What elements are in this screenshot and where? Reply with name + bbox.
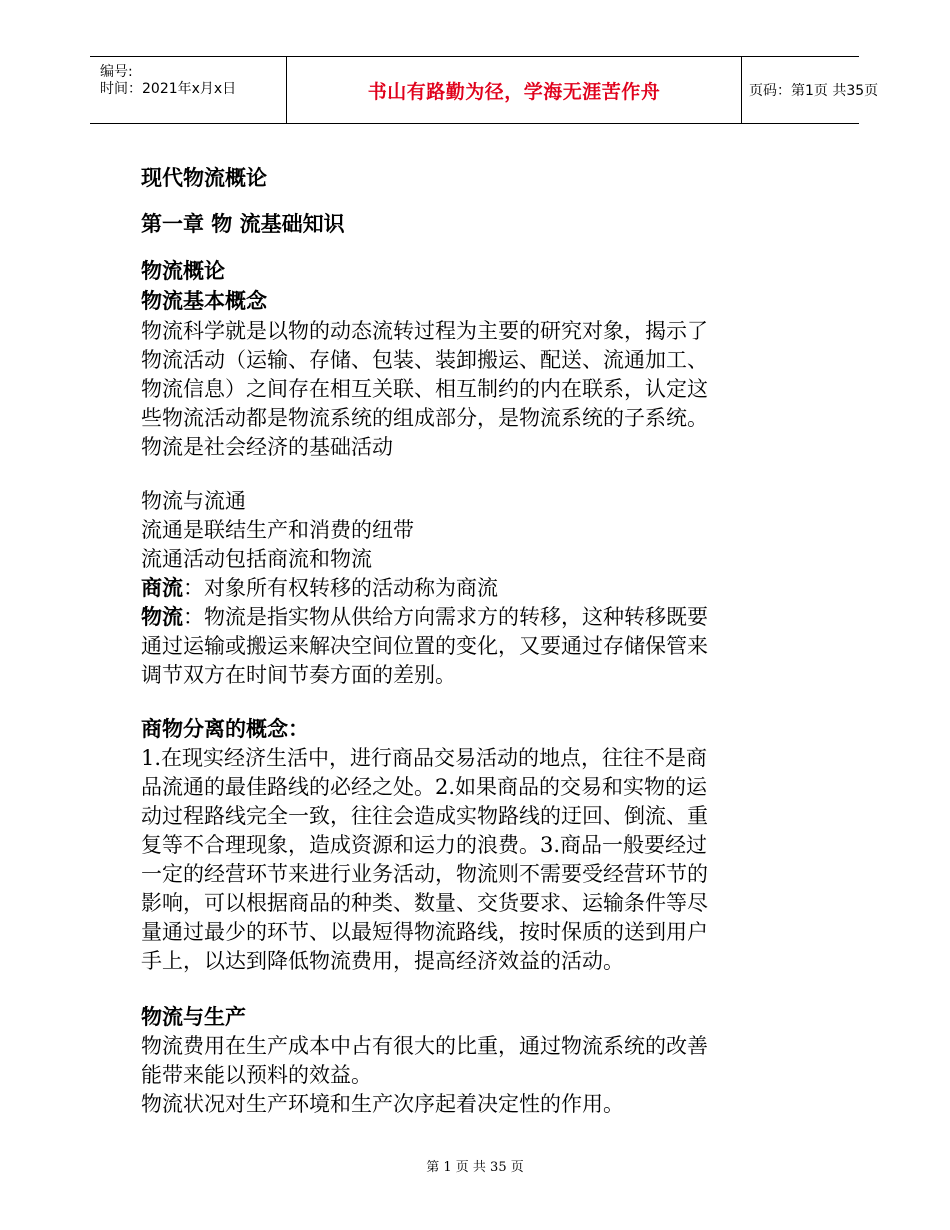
paragraph-line: 动过程路线完全一致，往往会造成实物路线的迂回、倒流、重	[141, 804, 708, 828]
paragraph-line: 通过运输或搬运来解决空间位置的变化，又要通过存储保管来	[141, 634, 708, 658]
definition-text: ：对象所有权转移的活动称为商流	[183, 576, 498, 600]
time-label: 时间：2021年x月x日	[100, 81, 237, 97]
paragraph-line: 能带来能以预料的效益。	[141, 1063, 372, 1087]
header-page-cell	[741, 57, 879, 123]
paragraph-line: 1.在现实经济生活中，进行商品交易活动的地点，往往不是商	[141, 746, 708, 770]
paragraph-line: 一定的经营环节来进行业务活动，物流则不需要受经营环节的	[141, 862, 708, 886]
header-left-cell	[90, 57, 286, 123]
number-label: 编号:	[100, 64, 133, 80]
paragraph-line: 复等不合理现象，造成资源和运力的浪费。3.商品一般要经过	[141, 833, 708, 857]
section-heading: 物流与生产	[141, 1004, 246, 1029]
chapter-heading: 第一章 物 流基础知识	[141, 211, 345, 236]
definition-line	[141, 574, 498, 602]
paragraph-line: 影响，可以根据商品的种类、数量、交货要求、运输条件等尽	[141, 891, 708, 915]
section-heading: 物流概论	[141, 258, 225, 283]
paragraph-line: 品流通的最佳路线的必经之处。2.如果商品的交易和实物的运	[141, 775, 708, 799]
paragraph-line: 物流是社会经济的基础活动	[141, 435, 393, 459]
section-heading: 物流基本概念	[141, 288, 267, 313]
motto: 书山有路勤为径，学海无涯苦作舟	[367, 80, 661, 103]
definition-term: 商流	[141, 575, 183, 600]
paragraph-line: 调节双方在时间节奏方面的差别。	[141, 663, 456, 687]
paragraph-line: 流通是联结生产和消费的纽带	[141, 518, 414, 542]
page-footer: 第 1 页 共 35 页	[426, 1160, 524, 1175]
page-code: 页码：第1页 共35页	[749, 83, 879, 99]
paragraph-line: 物流活动（运输、存储、包装、装卸搬运、配送、流通加工、	[141, 348, 708, 372]
paragraph-line: 手上，以达到降低物流费用，提高经济效益的活动。	[141, 949, 624, 973]
definition-text: ：物流是指实物从供给方向需求方的转移，这种转移既要	[183, 605, 708, 629]
section-heading: 商物分离的概念：	[141, 716, 309, 741]
paragraph-line: 物流状况对生产环境和生产次序起着决定性的作用。	[141, 1092, 624, 1116]
paragraph-line: 流通活动包括商流和物流	[141, 547, 372, 571]
definition-line	[141, 603, 708, 631]
paragraph-line: 些物流活动都是物流系统的组成部分，是物流系统的子系统。	[141, 406, 708, 430]
paragraph-line: 物流与流通	[141, 489, 246, 513]
page-header	[90, 56, 879, 124]
paragraph-line: 物流信息）之间存在相互关联、相互制约的内在联系，认定这	[141, 377, 708, 401]
paragraph-line: 物流费用在生产成本中占有很大的比重，通过物流系统的改善	[141, 1034, 708, 1058]
header-motto-cell	[286, 57, 742, 123]
definition-term: 物流	[141, 604, 183, 629]
paragraph-line: 物流科学就是以物的动态流转过程为主要的研究对象，揭示了	[141, 319, 708, 343]
paragraph-line: 量通过最少的环节、以最短得物流路线，按时保质的送到用户	[141, 920, 708, 944]
document-title: 现代物流概论	[141, 165, 267, 190]
